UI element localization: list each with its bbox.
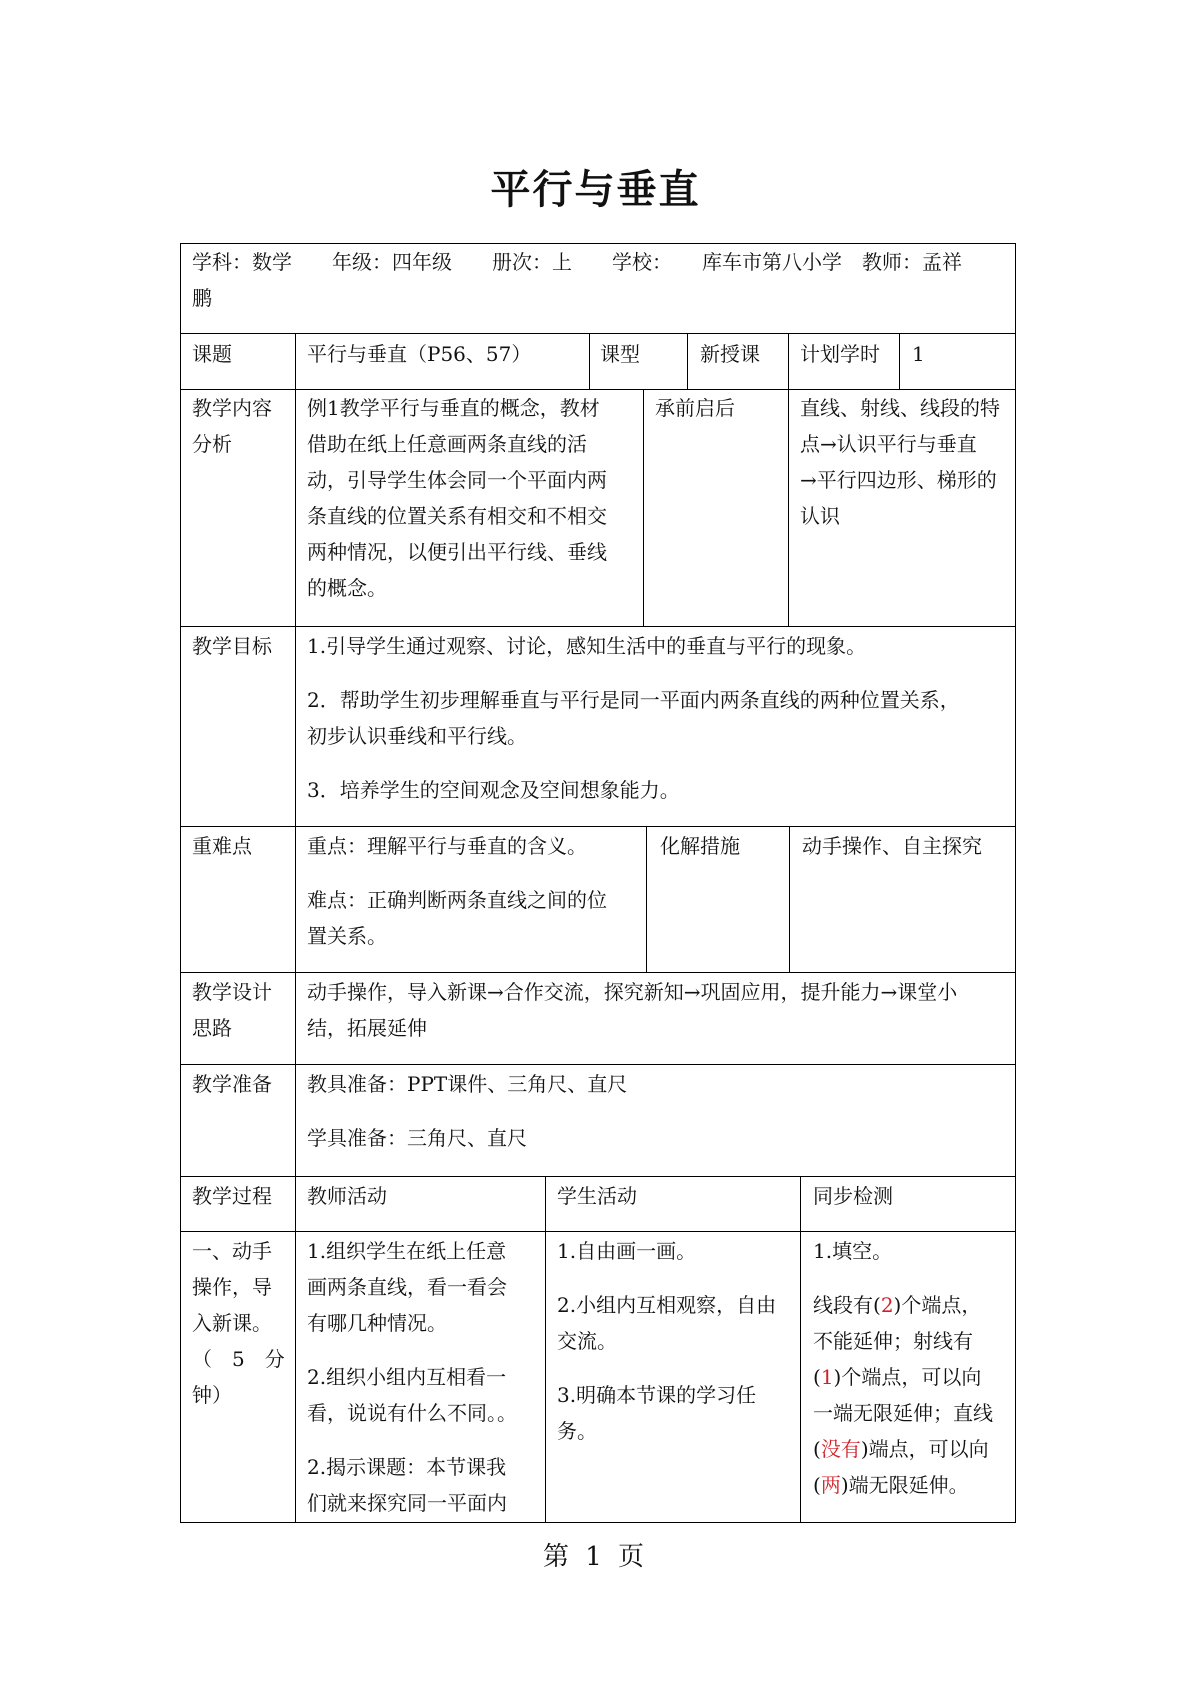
student-activity: 3.明确本节课的学习任 — [557, 1383, 757, 1407]
goal-item: 3．培养学生的空间观念及空间想象能力。 — [307, 778, 680, 802]
content-analysis-text: 条直线的位置关系有相交和不相交 — [307, 504, 607, 528]
check-line: (1)个端点，可以向 — [813, 1365, 982, 1389]
measure-label: 化解措施 — [660, 834, 740, 858]
teacher-activity: 2.组织小组内互相看一 — [307, 1365, 507, 1389]
teacher-activity: 看，说说有什么不同。。 — [307, 1401, 517, 1425]
student-prep: 学具准备：三角尺、直尺 — [307, 1126, 527, 1150]
step-label: 入新课。 — [192, 1311, 272, 1335]
step-label: 操作，导 — [192, 1275, 272, 1299]
design-label: 教学设计 — [192, 980, 272, 1004]
goal-item: 2．帮助学生初步理解垂直与平行是同一平面内两条直线的两种位置关系， — [307, 688, 960, 712]
design-label: 思路 — [192, 1016, 232, 1040]
student-activity: 务。 — [557, 1419, 597, 1443]
check-title: 1.填空。 — [813, 1239, 893, 1263]
step-label: 一、动手 — [192, 1239, 272, 1263]
goal-item: 1.引导学生通过观察、讨论，感知生活中的垂直与平行的现象。 — [307, 634, 867, 658]
content-analysis-label: 教学内容 — [192, 396, 272, 420]
teacher-activity: 们就来探究同一平面内 — [307, 1491, 507, 1515]
link-text: 直线、射线、线段的特 — [800, 396, 1000, 420]
check-line: (没有)端点，可以向 — [813, 1437, 989, 1461]
answer-two: 两 — [820, 1473, 841, 1497]
answer-2: 2 — [880, 1293, 894, 1317]
prep-label: 教学准备 — [192, 1072, 272, 1096]
content-analysis-text: 动，引导学生体会同一个平面内两 — [307, 468, 607, 492]
check-line: 不能延伸；射线有 — [813, 1329, 973, 1353]
topic-label: 课题 — [192, 342, 232, 366]
teacher-activity: 画两条直线，看一看会 — [307, 1275, 507, 1299]
page-number: 第 1 页 — [542, 1542, 649, 1572]
link-label: 承前启后 — [655, 396, 735, 420]
document-title: 平行与垂直 — [490, 166, 701, 213]
lesson-type-label: 课型 — [600, 342, 640, 366]
goal-item: 初步认识垂线和平行线。 — [307, 724, 527, 748]
teacher-activity: 有哪几种情况。 — [307, 1311, 447, 1335]
content-analysis-text: 例1教学平行与垂直的概念，教材 — [307, 396, 600, 420]
student-activity: 1.自由画一画。 — [557, 1239, 697, 1263]
content-analysis-label: 分析 — [192, 432, 232, 456]
design-text: 动手操作，导入新课→合作交流，探究新知→巩固应用，提升能力→课堂小 — [307, 980, 958, 1004]
content-analysis-text: 两种情况，以便引出平行线、垂线 — [307, 540, 607, 564]
student-activity-header: 学生活动 — [557, 1184, 637, 1208]
link-text: 点→认识平行与垂直 — [800, 432, 977, 456]
design-text: 结，拓展延伸 — [307, 1016, 427, 1040]
header-info-line-continued: 鹏 — [192, 286, 212, 310]
sync-check-header: 同步检测 — [813, 1184, 893, 1208]
link-text: 认识 — [800, 504, 840, 528]
planned-hours-value: 1 — [912, 342, 925, 366]
answer-none: 没有 — [820, 1437, 861, 1461]
content-analysis-text: 借助在纸上任意画两条直线的活 — [307, 432, 587, 456]
step-label: （ 5 分 — [192, 1347, 285, 1371]
student-activity: 交流。 — [557, 1329, 617, 1353]
check-line: 一端无限延伸；直线 — [813, 1401, 993, 1425]
content-analysis-text: 的概念。 — [307, 576, 387, 600]
process-label: 教学过程 — [192, 1184, 272, 1208]
header-info-line: 学科：数学 年级：四年级 册次：上 学校： 库车市第八小学 教师：孟祥 — [192, 250, 962, 274]
topic-value: 平行与垂直（P56、57） — [307, 342, 532, 366]
lesson-type-value: 新授课 — [700, 342, 760, 366]
measure-value: 动手操作、自主探究 — [802, 834, 982, 858]
teacher-activity-header: 教师活动 — [307, 1184, 387, 1208]
difficult-point: 置关系。 — [307, 924, 387, 948]
teacher-activity: 2.揭示课题：本节课我 — [307, 1455, 507, 1479]
link-text: →平行四边形、梯形的 — [800, 468, 997, 492]
goals-label: 教学目标 — [192, 634, 272, 658]
key-points-label: 重难点 — [192, 834, 252, 858]
step-label: 钟） — [192, 1383, 232, 1407]
key-point: 重点：理解平行与垂直的含义。 — [307, 834, 587, 858]
planned-hours-label: 计划学时 — [800, 342, 880, 366]
teacher-prep: 教具准备：PPT课件、三角尺、直尺 — [307, 1072, 628, 1096]
difficult-point: 难点：正确判断两条直线之间的位 — [307, 888, 607, 912]
teacher-activity: 1.组织学生在纸上任意 — [307, 1239, 507, 1263]
answer-1: 1 — [820, 1365, 834, 1389]
check-line: 线段有(2)个端点， — [813, 1293, 982, 1317]
student-activity: 2.小组内互相观察，自由 — [557, 1293, 777, 1317]
check-line: (两)端无限延伸。 — [813, 1473, 969, 1497]
